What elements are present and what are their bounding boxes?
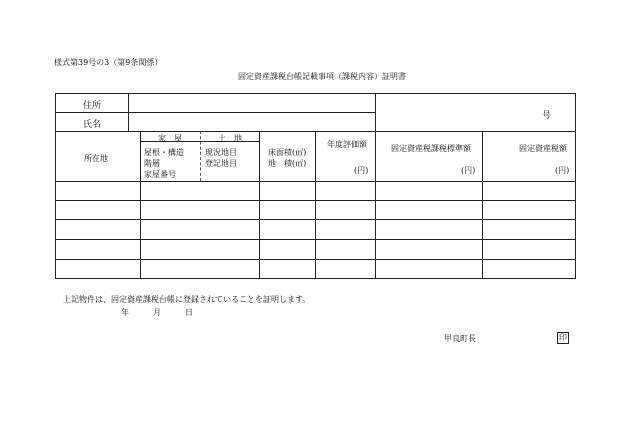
issuer-title: 甲良町長 [444, 334, 476, 343]
month-label: 月 [153, 308, 161, 317]
tax-amount-unit: (円) [555, 166, 570, 175]
certification-text: 上記物件は、固定資産課税台帳に登録されていることを証明します。 [63, 295, 311, 304]
number-label: 号 [542, 111, 552, 121]
floor-area-label: 床面積(㎡) [268, 148, 307, 157]
name-label: 氏名 [83, 120, 102, 130]
house-structure-label: 屋根・構造 [144, 148, 184, 157]
location-label: 所在地 [84, 154, 108, 163]
seal-mark: 印 [559, 333, 567, 342]
tax-base-label: 固定資産税課税標準額 [391, 144, 471, 153]
form-number: 様式第39号の3（第9条関係） [54, 58, 163, 67]
tax-amount-label: 固定資産税額 [519, 144, 567, 153]
assessed-value-unit: (円) [354, 166, 369, 175]
land-current-label: 現況地目 [205, 148, 237, 157]
land-area-label: 地 積(㎡) [268, 159, 307, 168]
land-label: 土 地 [218, 134, 242, 143]
address-label: 住所 [83, 101, 102, 111]
land-registered-label: 登記地目 [205, 159, 237, 168]
assessed-value-label: 年度評価額 [327, 140, 367, 149]
house-floor-label: 階層 [144, 159, 160, 168]
house-label: 家 屋 [158, 134, 182, 143]
tax-base-unit: (円) [461, 166, 476, 175]
document-title: 固定資産課税台帳記載事項（課税内容）証明書 [238, 72, 406, 81]
house-number-label: 家屋番号 [144, 170, 176, 179]
year-label: 年 [121, 308, 129, 317]
day-label: 日 [185, 308, 193, 317]
